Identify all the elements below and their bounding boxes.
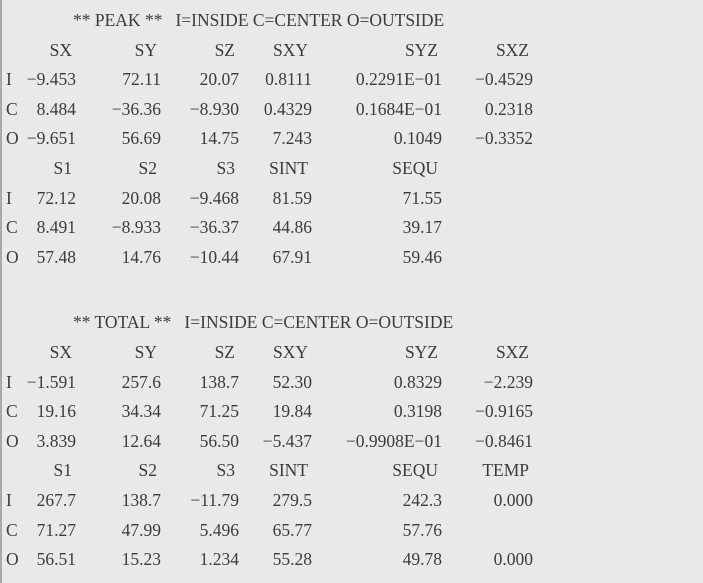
value-cell: 56.50	[199, 430, 239, 451]
value-cell: 14.75	[199, 128, 239, 149]
value-cell: 65.77	[272, 519, 312, 540]
value-cell: 5.496	[199, 519, 239, 540]
value-cell: 242.3	[402, 489, 442, 510]
value-cell: 19.16	[36, 401, 76, 422]
value-cell: 0.2318	[484, 98, 533, 119]
col-header-s3: S3	[216, 157, 235, 178]
value-cell: 81.59	[272, 187, 312, 208]
col-header-s2: S2	[138, 157, 157, 178]
value-cell: 12.64	[121, 430, 161, 451]
value-cell: 49.78	[402, 549, 442, 570]
peak-section	[6, 6, 703, 272]
value-cell: 0.1684E−01	[355, 98, 442, 119]
value-cell: −0.4529	[475, 69, 533, 90]
value-cell: 52.30	[272, 371, 312, 392]
value-cell: 0.000	[493, 549, 533, 570]
table-row	[6, 545, 533, 575]
col-header-sxz: SXZ	[495, 39, 529, 60]
value-cell: 72.12	[36, 187, 76, 208]
value-cell: −11.79	[190, 489, 239, 510]
col-header-sxy: SXY	[272, 341, 308, 362]
value-cell: −1.591	[26, 371, 76, 392]
empty-cell	[6, 456, 26, 486]
col-header-s3: S3	[216, 460, 235, 481]
value-cell: 34.34	[121, 401, 161, 422]
row-label: I	[6, 489, 12, 510]
value-cell: 0.8111	[265, 69, 312, 90]
value-cell: 0.3198	[393, 401, 442, 422]
row-label: C	[6, 217, 18, 238]
value-cell: 138.7	[199, 371, 239, 392]
col-header-sy: SY	[134, 39, 157, 60]
col-header-sequ: SEQU	[392, 157, 438, 178]
total-principal-header-row	[6, 456, 533, 486]
col-header-syz: SYZ	[404, 341, 438, 362]
table-row	[6, 184, 533, 214]
value-cell: −2.239	[483, 371, 533, 392]
value-cell: 15.23	[121, 549, 161, 570]
row-label: C	[6, 98, 18, 119]
table-row	[6, 243, 533, 273]
value-cell: −36.36	[111, 98, 161, 119]
value-cell: −0.9165	[475, 401, 533, 422]
value-cell: 1.234	[199, 549, 239, 570]
peak-title	[6, 6, 703, 36]
value-cell: 3.839	[36, 430, 76, 451]
value-cell: 8.491	[36, 217, 76, 238]
value-cell: −0.8461	[475, 430, 533, 451]
value-cell: −5.437	[262, 430, 312, 451]
table-row	[6, 516, 533, 546]
row-label: O	[6, 549, 19, 570]
peak-legend: I=INSIDE C=CENTER O=OUTSIDE	[175, 10, 445, 30]
empty-cell	[442, 516, 533, 546]
peak-stress-header-row	[6, 36, 533, 66]
col-header-syz: SYZ	[404, 39, 438, 60]
value-cell: 56.51	[36, 549, 76, 570]
value-cell: 72.11	[122, 69, 161, 90]
col-header-sint: SINT	[269, 157, 308, 178]
value-cell: 267.7	[36, 489, 76, 510]
table-row	[6, 427, 533, 457]
value-cell: 20.07	[199, 69, 239, 90]
value-cell: 71.55	[402, 187, 442, 208]
empty-cell	[6, 338, 26, 368]
total-section	[6, 308, 703, 574]
value-cell: 7.243	[272, 128, 312, 149]
value-cell: 0.8329	[393, 371, 442, 392]
col-header-s1: S1	[53, 460, 72, 481]
value-cell: 57.76	[402, 519, 442, 540]
table-row	[6, 397, 533, 427]
empty-cell	[6, 154, 26, 184]
value-cell: 0.4329	[263, 98, 312, 119]
value-cell: −0.9908E−01	[345, 430, 442, 451]
col-header-sx: SX	[49, 341, 72, 362]
value-cell: 57.48	[36, 246, 76, 267]
row-label: O	[6, 246, 19, 267]
col-header-sint: SINT	[269, 460, 308, 481]
empty-cell	[6, 36, 26, 66]
value-cell: 71.27	[36, 519, 76, 540]
value-cell: 138.7	[121, 489, 161, 510]
col-header-sy: SY	[134, 341, 157, 362]
value-cell: 56.69	[121, 128, 161, 149]
value-cell: 0.2291E−01	[355, 69, 442, 90]
value-cell: 39.17	[402, 217, 442, 238]
col-header-temp: TEMP	[482, 460, 529, 481]
row-label: I	[6, 187, 12, 208]
value-cell: −8.930	[189, 98, 239, 119]
table-row	[6, 65, 533, 95]
value-cell: 14.76	[121, 246, 161, 267]
total-legend: I=INSIDE C=CENTER O=OUTSIDE	[184, 312, 454, 333]
value-cell: −36.37	[189, 217, 239, 238]
value-cell: −9.453	[26, 69, 76, 90]
value-cell: −9.651	[26, 128, 76, 149]
value-cell: −10.44	[189, 246, 239, 267]
value-cell: 20.08	[121, 187, 161, 208]
table-row	[6, 486, 533, 516]
col-header-s1: S1	[53, 157, 72, 178]
total-stress-header-row	[6, 338, 533, 368]
col-header-sxz: SXZ	[495, 341, 529, 362]
value-cell: −8.933	[111, 217, 161, 238]
table-row	[6, 95, 533, 125]
peak-table	[6, 36, 533, 273]
value-cell: 55.28	[272, 549, 312, 570]
value-cell: 279.5	[272, 489, 312, 510]
value-cell: −0.3352	[475, 128, 533, 149]
row-label: O	[6, 430, 19, 451]
row-label: I	[6, 69, 12, 90]
col-header-sx: SX	[49, 39, 72, 60]
total-table	[6, 338, 533, 575]
total-section-label: ** TOTAL **	[73, 312, 172, 333]
value-cell: 19.84	[272, 401, 312, 422]
total-title	[6, 308, 703, 338]
value-cell: 0.000	[493, 489, 533, 510]
value-cell: 0.1049	[393, 128, 442, 149]
col-header-sxy: SXY	[272, 39, 308, 60]
peak-principal-header-row	[6, 154, 533, 184]
table-row	[6, 213, 533, 243]
col-header-sz: SZ	[214, 39, 235, 60]
row-label: C	[6, 401, 18, 422]
value-cell: 59.46	[402, 246, 442, 267]
table-row	[6, 124, 533, 154]
peak-section-label: ** PEAK **	[73, 10, 163, 30]
value-cell: 71.25	[199, 401, 239, 422]
col-header-sequ: SEQU	[392, 460, 438, 481]
value-cell: 47.99	[121, 519, 161, 540]
value-cell: 8.484	[36, 98, 76, 119]
value-cell: 44.86	[272, 217, 312, 238]
empty-cell	[442, 243, 533, 273]
col-header-sz: SZ	[214, 341, 235, 362]
col-header-s2: S2	[138, 460, 157, 481]
row-label: O	[6, 128, 19, 149]
value-cell: 67.91	[272, 246, 312, 267]
value-cell: 257.6	[121, 371, 161, 392]
empty-cell	[442, 184, 533, 214]
empty-cell	[442, 154, 533, 184]
empty-cell	[442, 213, 533, 243]
row-label: C	[6, 519, 18, 540]
row-label: I	[6, 371, 12, 392]
table-row	[6, 368, 533, 398]
value-cell: −9.468	[189, 187, 239, 208]
